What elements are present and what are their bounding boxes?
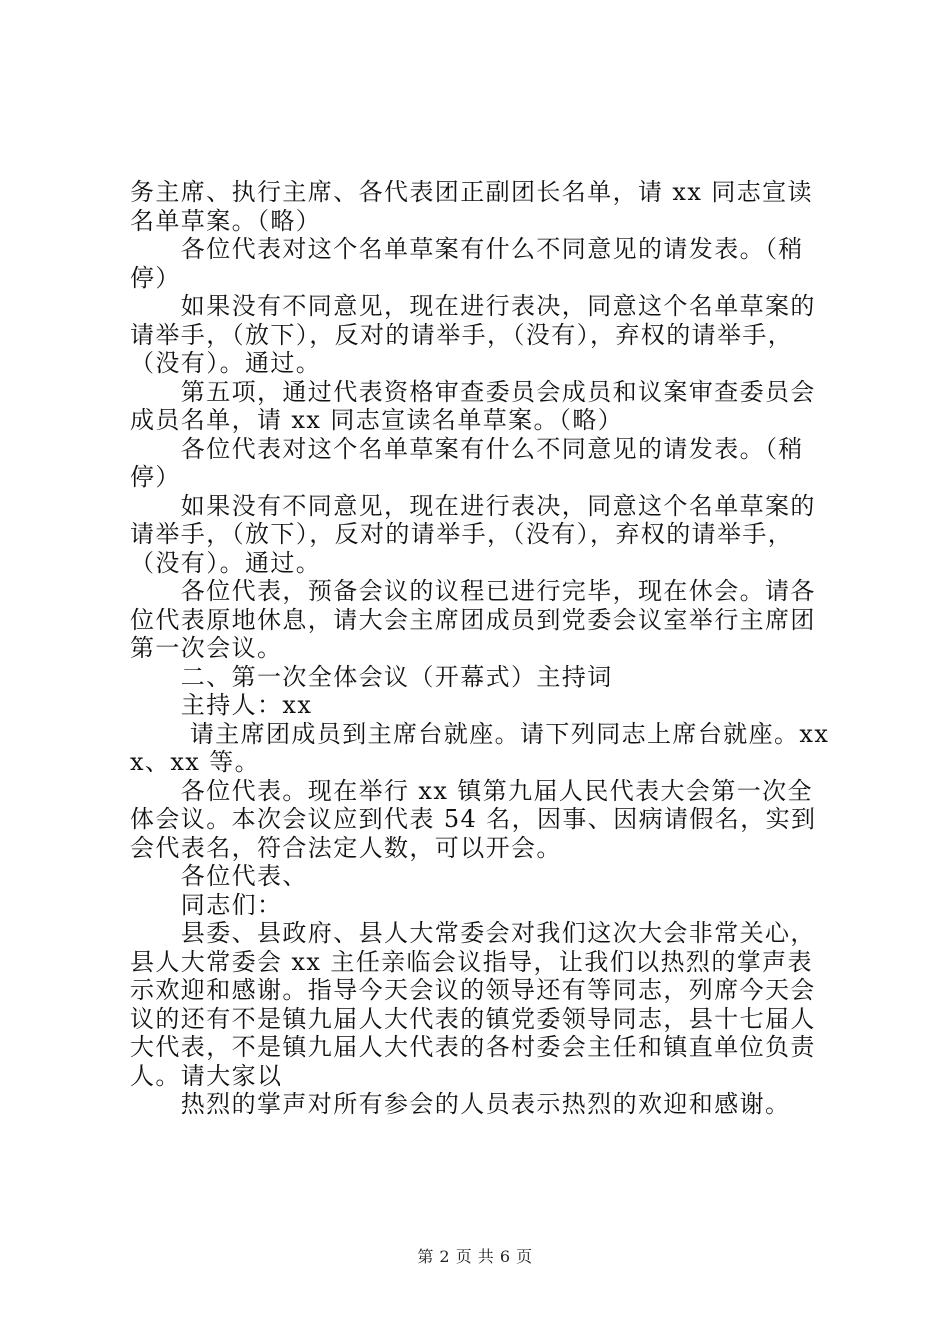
paragraph: 务主席、执行主席、各代表团正副团长名单，请 xx 同志宣读名单草案。（略） — [130, 178, 813, 235]
paragraph: 热烈的掌声对所有参会的人员表示热烈的欢迎和感谢。 — [130, 1090, 791, 1118]
section-heading: 二、第一次全体会议（开幕式）主持词 — [130, 662, 613, 691]
page-indicator: 第 2 页 共 6 页 — [417, 1247, 533, 1266]
paragraph: 县委、县政府、县人大常委会对我们这次大会非常关心，县人大常委会 xx 主任亲临会议指导，让我们以热烈的掌声表示欢迎和感谢。指导今天会议的领导还有等同志，列席今天会议的还有不是镇九届人大代表的镇党委领导同志，县十七届人大代表，不是镇九届人大代表的各村委会主任和镇直单位负责人。请大家以 — [130, 919, 816, 1090]
paragraph: 各位代表，预备会议的议程已进行完毕，现在休会。请各位代表原地休息，请大会主席团成员到党委会议室举行主席团第一次会议。 — [130, 577, 816, 662]
paragraph: 各位代表对这个名单草案有什么不同意见的请发表。（稍停） — [130, 235, 804, 292]
paragraph: 各位代表对这个名单草案有什么不同意见的请发表。（稍停） — [130, 434, 804, 491]
paragraph: 如果没有不同意见，现在进行表决，同意这个名单草案的请举手，（放下），反对的请举手，（没有），弃权的请举手，（没有）。通过。 — [130, 491, 816, 577]
paragraph: 同志们： — [130, 890, 283, 919]
paragraph: 请主席团成员到主席台就座。请下列同志上席台就座。xxx、xx 等。 — [130, 719, 830, 776]
paragraph: 如果没有不同意见，现在进行表决，同意这个名单草案的请举手，（放下），反对的请举手，（没有），弃权的请举手，（没有）。通过。 — [130, 292, 816, 377]
page-footer — [0, 1244, 950, 1267]
paragraph: 主持人：xx — [130, 691, 313, 719]
document-body — [130, 178, 830, 1119]
paragraph: 各位代表。现在举行 xx 镇第九届人民代表大会第一次全体会议。本次会议应到代表 54 名，因事、因病请假名，实到会代表名，符合法定人数，可以开会。 — [130, 776, 817, 862]
paragraph: 各位代表、 — [130, 862, 308, 890]
paragraph: 第五项，通过代表资格审查委员会成员和议案审查委员会成员名单，请 xx 同志宣读名单草案。（略） — [130, 377, 816, 434]
